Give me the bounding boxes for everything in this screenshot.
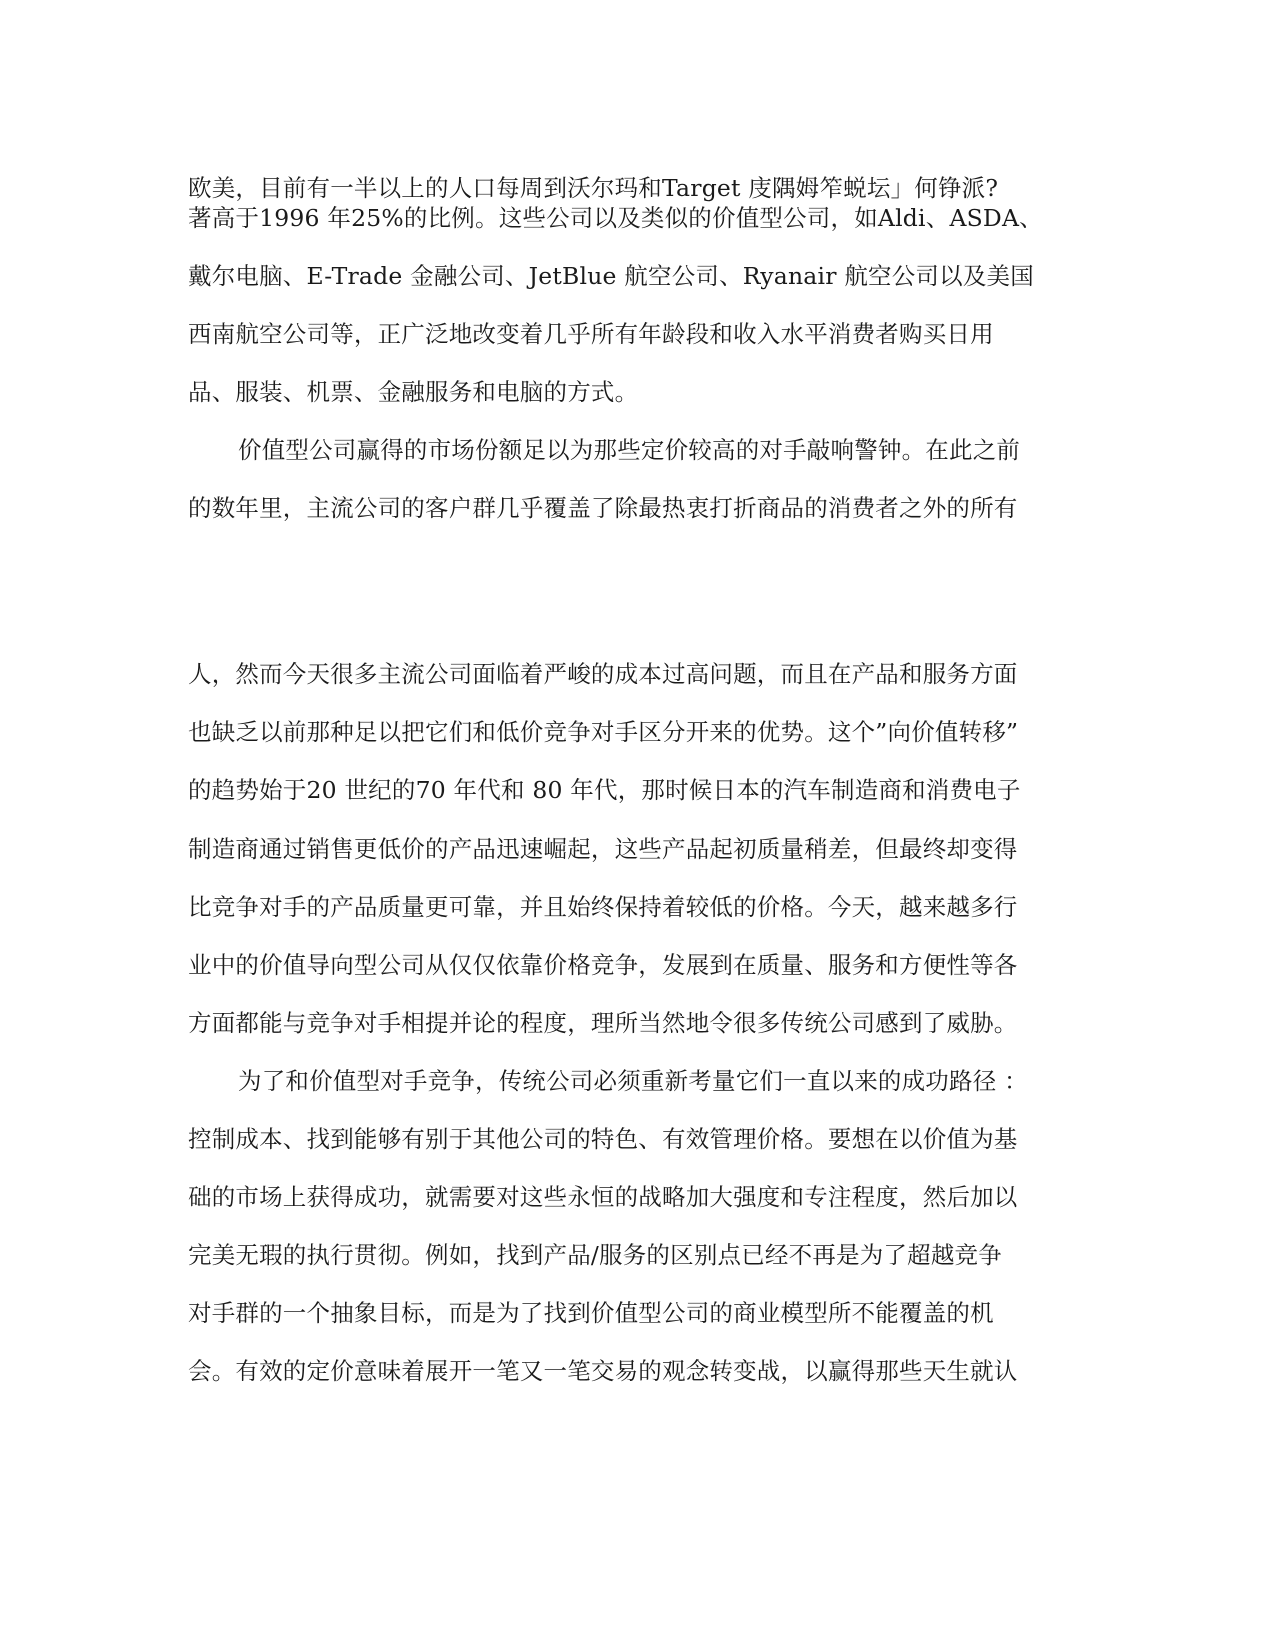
text-line: 业中的价值导向型公司从仅仅依靠价格竞争，发展到在质量、服务和方便性等各 (188, 951, 1018, 979)
text-line: 戴尔电脑、E-Trade 金融公司、JetBlue 航空公司、Ryanair 航空公司以及美国 (188, 262, 1034, 290)
text-line: 的数年里，主流公司的客户群几乎覆盖了除最热衷打折商品的消费者之外的所有 (188, 494, 1018, 522)
text-line: 对手群的一个抽象目标，而是为了找到价值型公司的商业模型所不能覆盖的机 (188, 1299, 994, 1327)
text-line: 著高于1996 年25%的比例。这些公司以及类似的价值型公司，如Aldi、ASDA、 (188, 204, 1043, 232)
text-line: 人，然而今天很多主流公司面临着严峻的成本过高问题，而且在产品和服务方面 (188, 660, 1018, 688)
text-line: 品、服装、机票、金融服务和电脑的方式。 (188, 378, 639, 406)
text-line: 西南航空公司等，正广泛地改变着几乎所有年龄段和收入水平消费者购买日用 (188, 320, 994, 348)
text-line: 础的市场上获得成功，就需要对这些永恒的战略加大强度和专注程度，然后加以 (188, 1183, 1018, 1211)
text-line: 制造商通过销售更低价的产品迅速崛起，这些产品起初质量稍差，但最终却变得 (188, 835, 1018, 863)
paragraph-start-line: 价值型公司赢得的市场份额足以为那些定价较高的对手敲响警钟。在此之前 (238, 436, 1021, 464)
text-line: 会。有效的定价意味着展开一笔又一笔交易的观念转变战，以赢得那些天生就认 (188, 1357, 1018, 1385)
text-line: 方面都能与竞争对手相提并论的程度，理所当然地令很多传统公司感到了威胁。 (188, 1009, 1018, 1037)
text-line: 比竞争对手的产品质量更可靠，并且始终保持着较低的价格。今天，越来越多行 (188, 893, 1018, 921)
text-line: 控制成本、找到能够有别于其他公司的特色、有效管理价格。要想在以价值为基 (188, 1125, 1018, 1153)
text-line: 的趋势始于20 世纪的70 年代和 80 年代，那时候日本的汽车制造商和消费电子 (188, 776, 1021, 804)
text-line: 欧美，目前有一半以上的人口每周到沃尔玛和Target 庋隅姆笮蜕坛」何铮派? (188, 174, 999, 202)
text-line: 也缺乏以前那种足以把它们和低价竞争对手区分开来的优势。这个”向价值转移” (188, 718, 1019, 746)
text-line: 完美无瑕的执行贯彻。例如，找到产品/服务的区别点已经不再是为了超越竞争 (188, 1241, 1002, 1269)
paragraph-start-line: 为了和价值型对手竞争，传统公司必须重新考量它们一直以来的成功路径 ： (238, 1067, 1028, 1095)
